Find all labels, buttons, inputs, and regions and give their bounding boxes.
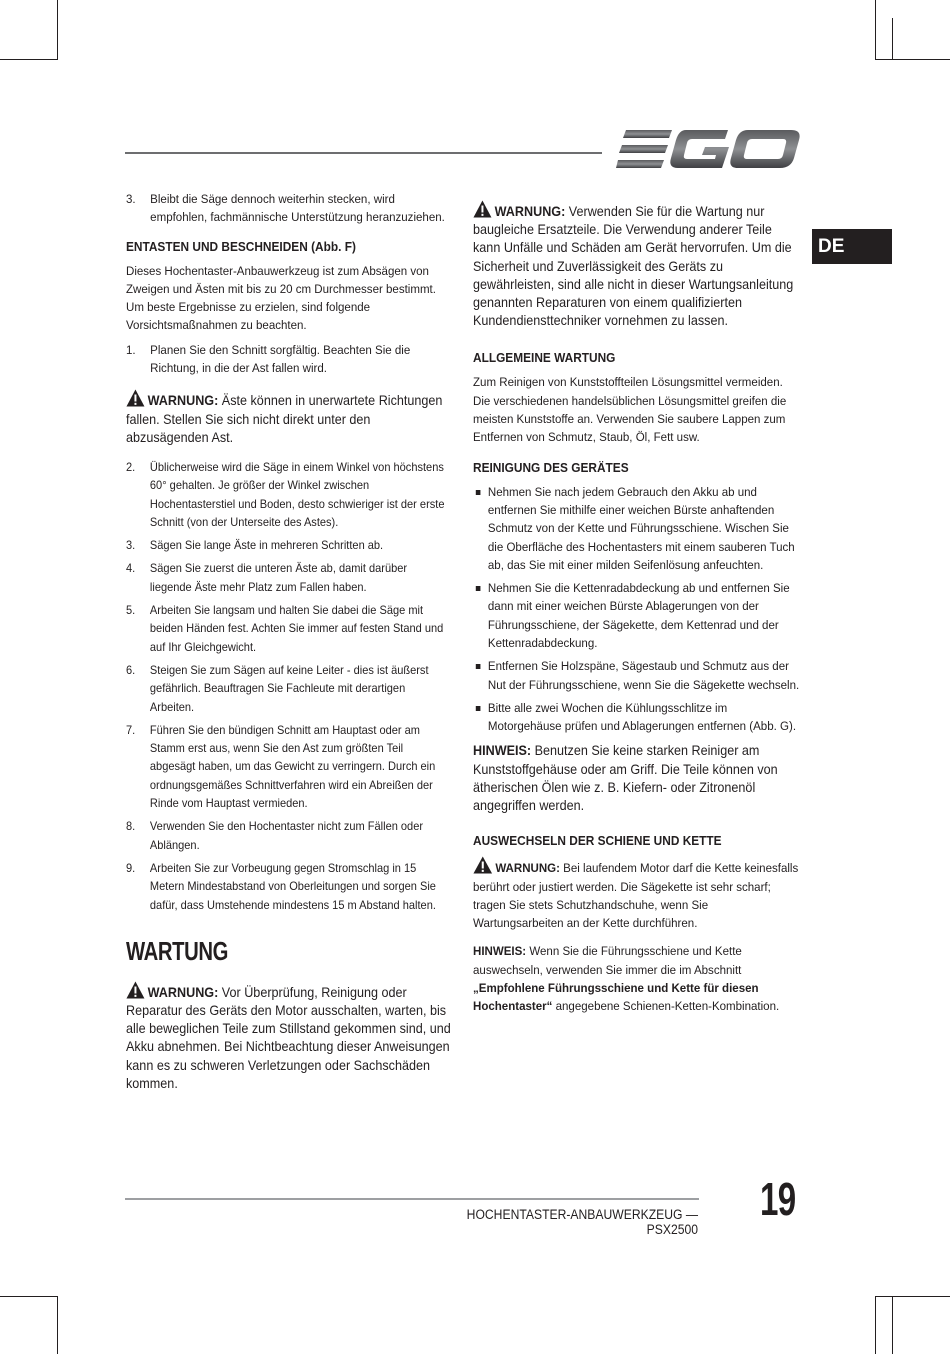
item-text: Steigen Sie zum Sägen auf keine Leiter - dies ist äußerst gefährlich. Beauftragen Sie Fachleute mit derartigen Arbeiten.	[149, 662, 429, 714]
bullet-text: Bitte alle zwei Wochen die Kühlungsschlitze im Motorgehäuse prüfen und Ablagerungen entfernen (Abb. G).	[487, 700, 797, 734]
bullet-item	[473, 483, 799, 574]
warning-label: WARNUNG:	[494, 203, 566, 219]
warning-triangle-icon	[126, 981, 145, 999]
item-number: 5.	[126, 603, 136, 618]
crop-mark	[892, 1296, 893, 1354]
crop-mark	[875, 0, 876, 60]
warning-text: Äste können in unerwartete Richtungen fallen. Stellen Sie sich nicht direkt unter den abzusägenden Ast.	[126, 392, 443, 445]
bullet-square-icon	[476, 664, 481, 669]
list-item	[126, 817, 449, 854]
warning-block	[126, 981, 454, 1092]
warning-label: WARNUNG:	[147, 983, 219, 1000]
crop-mark	[57, 0, 58, 60]
note-label: HINWEIS:	[473, 742, 532, 759]
list-item	[126, 341, 452, 378]
language-tab	[812, 229, 892, 264]
item-number: 6.	[126, 662, 136, 677]
footer-rule	[125, 1198, 699, 1200]
heading-entasten: ENTASTEN UND BESCHNEIDEN (Abb. F)	[126, 238, 356, 254]
paragraph: Zum Reinigen von Kunststoffteilen Lösungsmittel vermeiden. Die verschiedenen handelsüblichen Lösungsmittel greifen die meisten Kunststoffe an. Verwenden Sie saubere Lappen zum Entfernen von Schmutz, Staub, Öl, Fett usw.	[473, 375, 787, 445]
warning-label: WARNUNG:	[495, 861, 560, 876]
list-item	[126, 661, 449, 716]
warning-text: Verwenden Sie für die Wartung nur baugleiche Ersatzteile. Die Verwendung anderer Teile kann Unfälle und Schäden am Gerät hervorrufen. Um die Sicherheit und Zuverlässigkeit des Geräts zu gewährleisten, sind alle nicht in dieser Wartungsanleitung genannten Reparaturen von einem qualifizierten Kundendiensttechniker vornehmen zu lassen.	[473, 203, 794, 329]
item-text: Sägen Sie lange Äste in mehreren Schritten ab.	[149, 538, 384, 553]
left-column	[126, 190, 454, 1092]
bullet-text: Nehmen Sie nach jedem Gebrauch den Akku ab und entfernen Sie mithilfe einer weichen Bürste anhaftenden Schmutz von der Kette und Führungsschiene. Wischen Sie die Oberfläche des Hochentasters mit einem sauberen Tuch ab, das Sie mit einer milden Seifenlösung anfeuchten.	[487, 484, 795, 572]
bullet-square-icon	[476, 586, 481, 591]
item-number: 4.	[126, 561, 136, 576]
item-text: Bleibt die Säge dennoch weiterhin stecken, wird empfohlen, fachmännische Unterstützung heranzuziehen.	[150, 192, 445, 225]
item-number: 8.	[126, 819, 136, 834]
bullet-text: Nehmen Sie die Kettenradabdeckung ab und entfernen Sie dann mit einer weichen Bürste Ablagerungen von der Führungsschiene, der Sägekette, dem Kettenrad und der Kettenradabdeckung.	[487, 581, 790, 650]
list-item	[126, 559, 449, 596]
crop-mark	[0, 59, 58, 60]
header-rule	[125, 152, 602, 154]
crop-mark	[0, 1296, 58, 1297]
item-number: 3.	[126, 538, 136, 553]
note-text: Wenn Sie die Führungsschiene und Kette auswechseln, verwenden Sie immer die im Abschnitt	[473, 944, 742, 977]
warning-text: Vor Überprüfung, Reinigung oder Reparatur des Geräts den Motor ausschalten, warten, bis alle beweglichen Teile zum Stillstand gekommen sind, und Akku abnehmen. Bei Nichtbeachtung dieser Anweisungen kann es zu schweren Verletzungen oder Sachschäden kommen.	[126, 983, 451, 1091]
list-item	[126, 859, 449, 914]
warning-triangle-icon	[473, 856, 493, 874]
warning-triangle-icon	[126, 389, 145, 407]
warning-block	[473, 856, 799, 932]
item-number: 1.	[126, 342, 136, 357]
item-number: 7.	[126, 722, 136, 737]
footer-title: HOCHENTASTER-ANBAUWERKZEUG — PSX2500	[466, 1207, 698, 1237]
crop-mark	[57, 1296, 58, 1354]
item-text: Planen Sie den Schnitt sorgfältig. Beachten Sie die Richtung, in die der Ast fallen wird.	[150, 342, 411, 376]
item-number: 3.	[126, 192, 136, 206]
note-text: angegebene Schienen-Ketten-Kombination.	[552, 999, 780, 1014]
crop-mark	[892, 18, 893, 60]
bullet-item	[473, 657, 799, 694]
section-title-wartung: WARTUNG	[126, 935, 229, 966]
crop-mark	[875, 1296, 876, 1354]
note-block	[473, 741, 801, 814]
note-text: Benutzen Sie keine starken Reiniger am Kunststoffgehäuse oder am Griff. Die Teile können von ätherischen Ölen wie z. B. Kiefern- oder Zitronenöl angegriffen werden.	[473, 742, 778, 814]
crop-mark	[875, 1296, 950, 1297]
note-reference: „Empfohlene Führungsschiene und Kette für diesen Hochentaster“	[473, 981, 759, 1014]
item-text: Führen Sie den bündigen Schnitt am Hauptast oder am Stamm erst aus, wenn Sie den Ast zum größten Teil abgesägt haben, um das Gewicht zu verringern. Durch ein ordnungsgemäßes Schnittverfahren wird ein Abreißen der Rinde vom Hauptast vermieden.	[149, 722, 436, 811]
right-column	[473, 200, 801, 1022]
bullet-item	[473, 579, 799, 652]
bullet-item	[473, 699, 799, 736]
list-item	[126, 721, 449, 812]
item-text: Verwenden Sie den Hochentaster nicht zum Fällen oder Ablängen.	[149, 819, 424, 852]
item-text: Sägen Sie zuerst die unteren Äste ab, damit darüber liegende Äste mehr Platz zum Fallen haben.	[149, 561, 408, 594]
note-block	[473, 942, 799, 1015]
list-item	[126, 190, 452, 227]
heading-allgemeine-wartung: ALLGEMEINE WARTUNG	[473, 350, 616, 366]
crop-mark	[875, 59, 950, 60]
bullet-square-icon	[476, 706, 481, 711]
note-label: HINWEIS:	[473, 944, 527, 959]
warning-text: Bei laufendem Motor darf die Kette keinesfalls berührt oder justiert werden. Die Sägekette ist sehr scharf; tragen Sie stets Schutzhandschuhe, wenn Sie Wartungsarbeiten an der Kette durchführen.	[473, 861, 799, 931]
item-text: Arbeiten Sie zur Vorbeugung gegen Stromschlag in 15 Metern Mindestabstand von Oberleitungen und sorgen Sie dafür, dass Umstehende mindestens 15 m Abstand halten.	[149, 860, 436, 912]
item-number: 9.	[126, 860, 136, 875]
item-text: Üblicherweise wird die Säge in einem Winkel von höchstens 60° gehalten. Je größer der Winkel zwischen Hochentasterstiel und Boden, desto schwieriger ist der erste Schnitt (von der Unterseite des Astes).	[149, 459, 445, 529]
warning-triangle-icon	[473, 200, 492, 218]
list-item	[126, 536, 449, 554]
language-label: DE	[818, 235, 845, 257]
list-item	[126, 601, 449, 656]
warning-block	[473, 200, 801, 329]
bullet-text: Entfernen Sie Holzspäne, Sägestaub und Schmutz aus der Nut der Führungsschiene, wenn Sie die Sägekette wechseln.	[487, 659, 800, 692]
bullet-square-icon	[476, 490, 481, 495]
page-number: 19	[760, 1173, 796, 1225]
heading-auswechseln: AUSWECHSELN DER SCHIENE UND KETTE	[473, 833, 722, 849]
warning-block	[126, 389, 454, 446]
list-item	[126, 458, 449, 531]
item-text: Arbeiten Sie langsam und halten Sie dabei die Säge mit beiden Händen fest. Achten Sie immer auf festen Stand und auf Ihr Gleichgewicht.	[149, 603, 444, 654]
warning-label: WARNUNG:	[147, 392, 219, 409]
heading-reinigung: REINIGUNG DES GERÄTES	[473, 459, 629, 475]
paragraph: Dieses Hochentaster-Anbauwerkzeug ist zum Absägen von Zweigen und Ästen mit bis zu 20 cm Durchmesser bestimmt. Um beste Ergebnisse zu erzielen, sind folgende Vorsichtsmaßnahmen zu beachten.	[126, 263, 436, 333]
ego-logo	[616, 128, 800, 172]
item-number: 2.	[126, 459, 136, 474]
